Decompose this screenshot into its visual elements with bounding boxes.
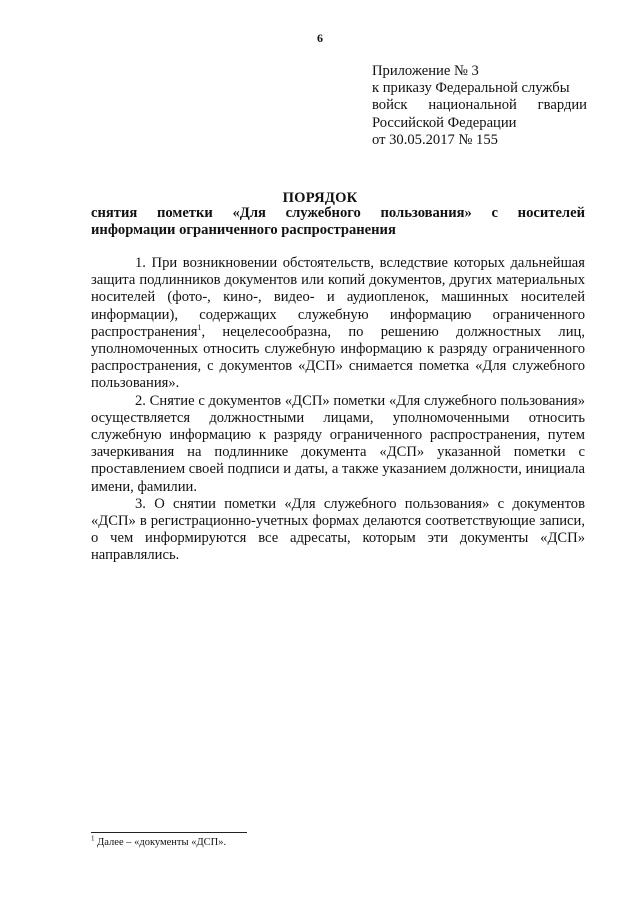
footnote-mark: 1 xyxy=(91,834,95,843)
document-subtitle xyxy=(91,205,585,238)
paragraph-1 xyxy=(91,255,585,393)
subtitle-line: снятия пометки «Для служебного пользования» с носителей xyxy=(91,205,585,221)
paragraph-text: 1. При возникновении обстоятельств, вследствие которых дальнейшая защита подлинников документов или копий документов, других материальных носителей (фото-, кино-, видео- и аудиопленок, машинных носителей информации), содержащих служебную информацию ограниченного распространения xyxy=(91,255,585,340)
appendix-line: Российской Федерации xyxy=(372,114,517,131)
paragraph-3: 3. О снятии пометки «Для служебного пользования» с документов «ДСП» в регистрационно-учетных формах делаются соответствующие записи, о чем информируются все адресаты, которым эти документы «ДСП» направлялись. xyxy=(91,495,585,564)
footnote-text: Далее – «документы «ДСП». xyxy=(94,837,227,848)
document-title: ПОРЯДОК xyxy=(282,190,358,206)
footnote-divider xyxy=(91,832,247,833)
document-body xyxy=(91,255,585,565)
footnote xyxy=(91,836,226,849)
appendix-line: к приказу Федеральной службы xyxy=(372,80,570,97)
paragraph-text: , нецелесообразна, по решению должностных лиц, уполномоченных относить служебную информацию к разряду ограниченного распространения, с документов «ДСП» снимается пометка «Для служебного пользования». xyxy=(91,323,585,392)
paragraph-2: 2. Снятие с документов «ДСП» пометки «Для служебного пользования» осуществляется должностными лицами, уполномоченными относить служебную информацию к разряду ограниченного распространения, путем зачеркивания на подлиннике документа «ДСП» указанной пометки с проставлением своей подписи и даты, а также указанием должности, инициала имени, фамилии. xyxy=(91,392,585,495)
appendix-line: войск национальной гвардии xyxy=(372,97,587,114)
footnote-reference: 1 xyxy=(197,322,202,332)
appendix-header xyxy=(372,63,587,149)
appendix-line: от 30.05.2017 № 155 xyxy=(372,131,498,148)
subtitle-line: информации ограниченного распространения xyxy=(91,221,396,238)
appendix-line: Приложение № 3 xyxy=(372,63,479,79)
page-number: 6 xyxy=(317,31,323,45)
